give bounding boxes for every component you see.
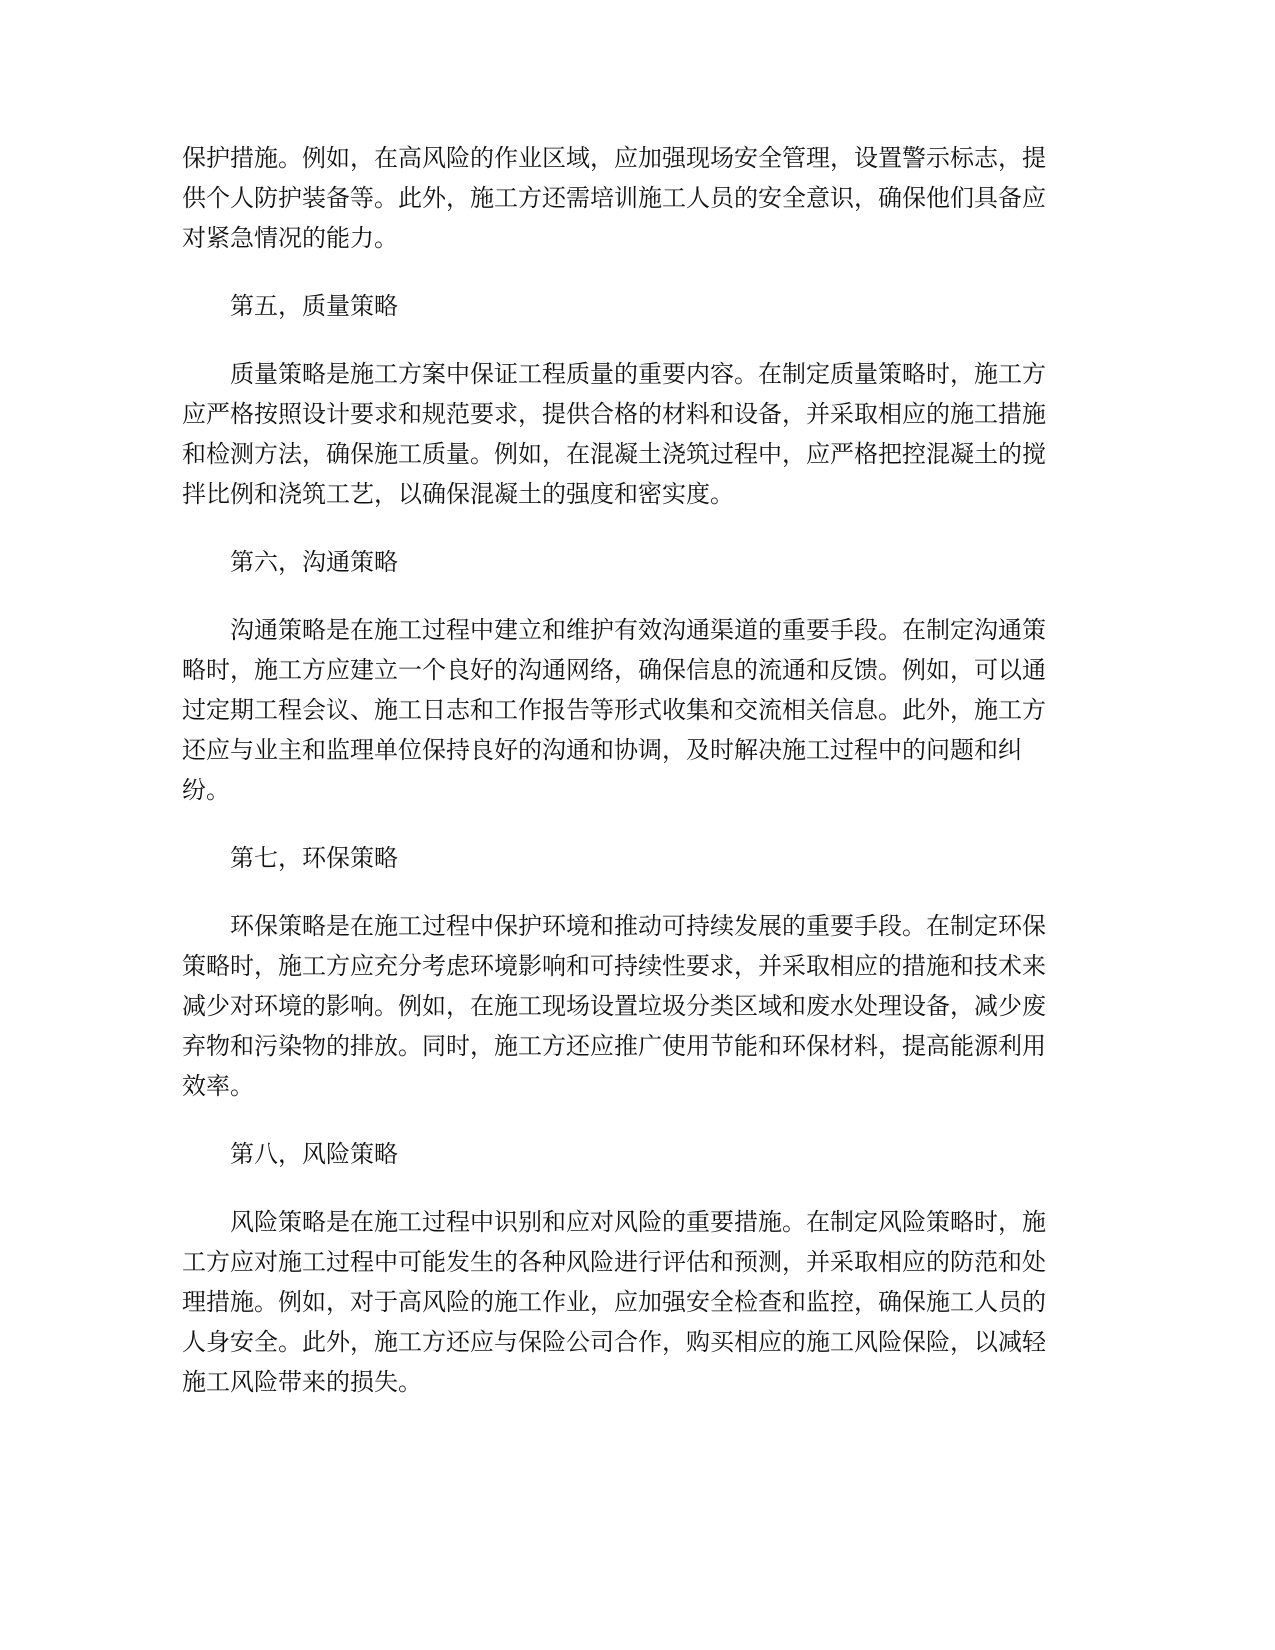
section-heading: 第五，质量策略: [230, 292, 398, 320]
paragraph-environment-strategy: [182, 906, 1086, 1106]
paragraph-line: 过定期工程会议、施工日志和工作报告等形式收集和交流相关信息。此外，施工方: [182, 696, 1046, 724]
paragraph-line: 纷。: [182, 776, 230, 804]
section-heading-quality: [182, 286, 1086, 326]
paragraph-line: 沟通策略是在施工过程中建立和维护有效沟通渠道的重要手段。在制定沟通策: [230, 616, 1046, 644]
document-page: [182, 138, 1086, 1402]
paragraph-protection-measures: [182, 138, 1086, 258]
paragraph-communication-strategy: [182, 610, 1086, 810]
paragraph-line: 人身安全。此外，施工方还应与保险公司合作，购买相应的施工风险保险，以减轻: [182, 1328, 1046, 1356]
paragraph-line: 施工风险带来的损失。: [182, 1368, 422, 1396]
paragraph-line: 工方应对施工过程中可能发生的各种风险进行评估和预测，并采取相应的防范和处: [182, 1248, 1046, 1276]
paragraph-line: 环保策略是在施工过程中保护环境和推动可持续发展的重要手段。在制定环保: [230, 912, 1046, 940]
paragraph-line: 供个人防护装备等。此外，施工方还需培训施工人员的安全意识，确保他们具备应: [182, 184, 1046, 212]
section-heading: 第六，沟通策略: [230, 548, 398, 576]
paragraph-line: 理措施。例如，对于高风险的施工作业，应加强安全检查和监控，确保施工人员的: [182, 1288, 1046, 1316]
section-heading-communication: [182, 542, 1086, 582]
section-heading: 第七，环保策略: [230, 844, 398, 872]
paragraph-line: 保护措施。例如，在高风险的作业区域，应加强现场安全管理，设置警示标志，提: [182, 144, 1046, 172]
paragraph-line: 策略时，施工方应充分考虑环境影响和可持续性要求，并采取相应的措施和技术来: [182, 952, 1046, 980]
paragraph-line: 对紧急情况的能力。: [182, 224, 398, 252]
paragraph-line: 减少对环境的影响。例如，在施工现场设置垃圾分类区域和废水处理设备，减少废: [182, 992, 1046, 1020]
paragraph-line: 略时，施工方应建立一个良好的沟通网络，确保信息的流通和反馈。例如，可以通: [182, 656, 1046, 684]
paragraph-line: 还应与业主和监理单位保持良好的沟通和协调，及时解决施工过程中的问题和纠: [182, 736, 1022, 764]
paragraph-line: 质量策略是施工方案中保证工程质量的重要内容。在制定质量策略时，施工方: [230, 360, 1046, 388]
paragraph-risk-strategy: [182, 1202, 1086, 1402]
section-heading-environment: [182, 838, 1086, 878]
paragraph-line: 风险策略是在施工过程中识别和应对风险的重要措施。在制定风险策略时，施: [230, 1208, 1046, 1236]
paragraph-line: 应严格按照设计要求和规范要求，提供合格的材料和设备，并采取相应的施工措施: [182, 400, 1046, 428]
section-heading-risk: [182, 1134, 1086, 1174]
paragraph-line: 拌比例和浇筑工艺，以确保混凝土的强度和密实度。: [182, 480, 734, 508]
paragraph-line: 和检测方法，确保施工质量。例如，在混凝土浇筑过程中，应严格把控混凝土的搅: [182, 440, 1046, 468]
paragraph-line: 效率。: [182, 1072, 254, 1100]
section-heading: 第八，风险策略: [230, 1140, 398, 1168]
paragraph-line: 弃物和污染物的排放。同时，施工方还应推广使用节能和环保材料，提高能源利用: [182, 1032, 1046, 1060]
paragraph-quality-strategy: [182, 354, 1086, 514]
